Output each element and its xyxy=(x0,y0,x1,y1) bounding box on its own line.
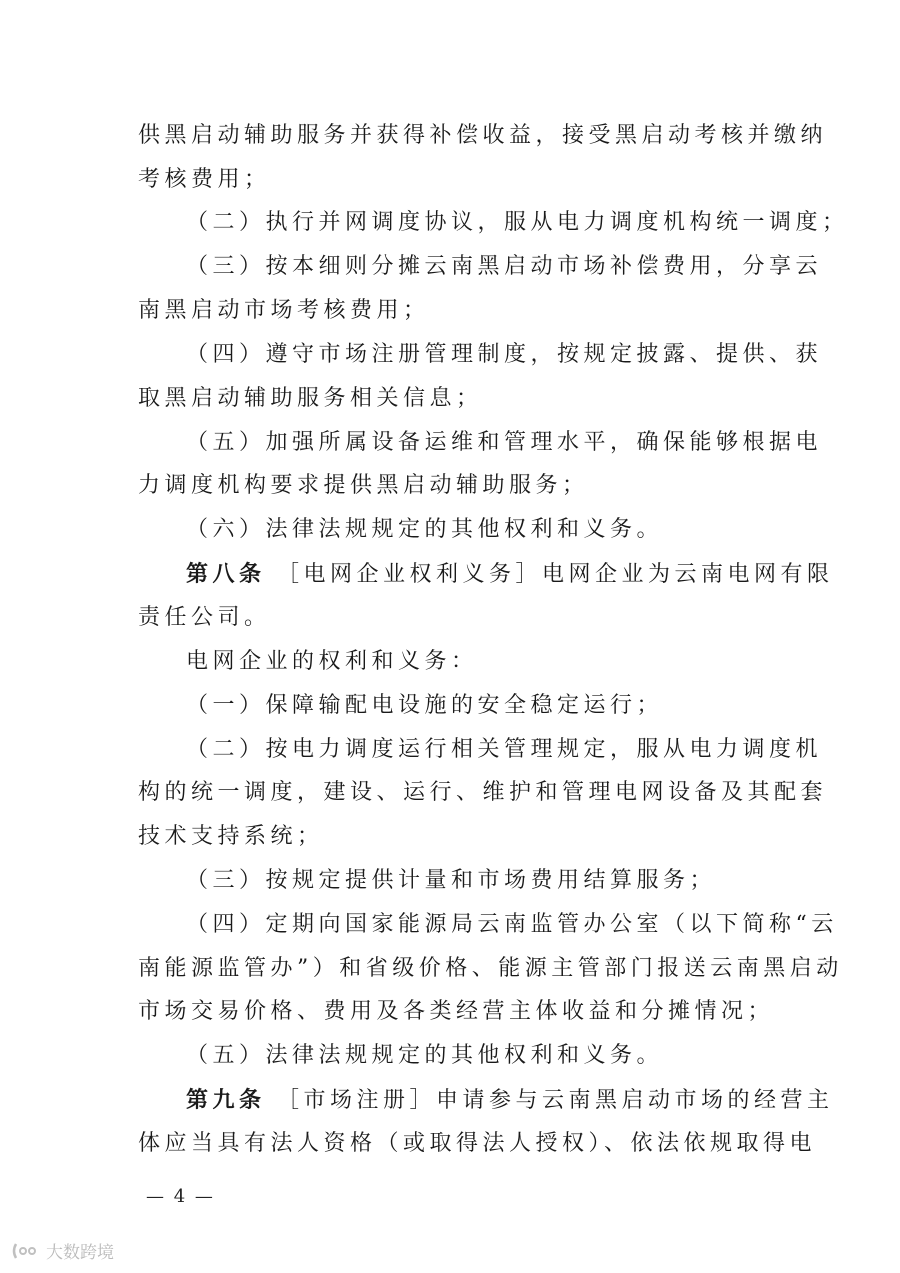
grid-line-8: 南能源监管办”）和省级价格、能源主管部门报送云南黑启动 xyxy=(138,956,843,981)
article-8-paragraph xyxy=(186,560,834,589)
body-line-2: 考核费用； xyxy=(138,167,271,192)
grid-line-7: （四）定期向国家能源局云南监管办公室（以下简称“云 xyxy=(186,912,838,937)
grid-line-1: 电网企业的权利和义务： xyxy=(186,649,478,674)
article-9-heading: 第九条 xyxy=(186,1087,266,1113)
body-line-7: 取黑启动辅助服务相关信息； xyxy=(138,386,483,411)
grid-line-10: （五）法律法规规定的其他权利和义务。 xyxy=(186,1043,664,1068)
page-number: — 4 — xyxy=(146,1186,215,1207)
body-line-6: （四）遵守市场注册管理制度，按规定披露、提供、获 xyxy=(186,342,823,367)
grid-line-9: 市场交易价格、费用及各类经营主体收益和分摊情况； xyxy=(138,999,775,1024)
body-line-5: 南黑启动市场考核费用； xyxy=(138,298,430,323)
grid-line-6: （三）按规定提供计量和市场费用结算服务； xyxy=(186,868,717,893)
body-line-9: 力调度机构要求提供黑启动辅助服务； xyxy=(138,473,589,498)
article-8-heading: 第八条 xyxy=(186,561,266,587)
brand-logo-icon xyxy=(10,1240,40,1262)
article-9-paragraph xyxy=(186,1086,834,1115)
body-line-10: （六）法律法规规定的其他权利和义务。 xyxy=(186,517,664,542)
article-9-text: ［市场注册］申请参与云南黑启动市场的经营主 xyxy=(277,1088,834,1113)
grid-line-4: 构的统一调度，建设、运行、维护和管理电网设备及其配套 xyxy=(138,780,828,805)
body-line-1: 供黑启动辅助服务并获得补偿收益，接受黑启动考核并缴纳 xyxy=(138,123,828,148)
body-line-4: （三）按本细则分摊云南黑启动市场补偿费用，分享云 xyxy=(186,254,823,279)
watermark-text: 大数跨境 xyxy=(46,1243,114,1263)
grid-line-5: 技术支持系统； xyxy=(138,824,324,849)
article-9-line-2: 体应当具有法人资格（或取得法人授权）、依法依规取得电 xyxy=(138,1131,817,1156)
watermark xyxy=(10,1238,114,1263)
grid-line-3: （二）按电力调度运行相关管理规定，服从电力调度机 xyxy=(186,737,823,762)
body-line-3: （二）执行并网调度协议，服从电力调度机构统一调度； xyxy=(186,210,849,235)
article-8-text: ［电网企业权利义务］电网企业为云南电网有限 xyxy=(277,562,834,587)
grid-line-2: （一）保障输配电设施的安全稳定运行； xyxy=(186,693,664,718)
article-8-line-2: 责任公司。 xyxy=(138,605,271,630)
body-line-8: （五）加强所属设备运维和管理水平，确保能够根据电 xyxy=(186,430,823,455)
